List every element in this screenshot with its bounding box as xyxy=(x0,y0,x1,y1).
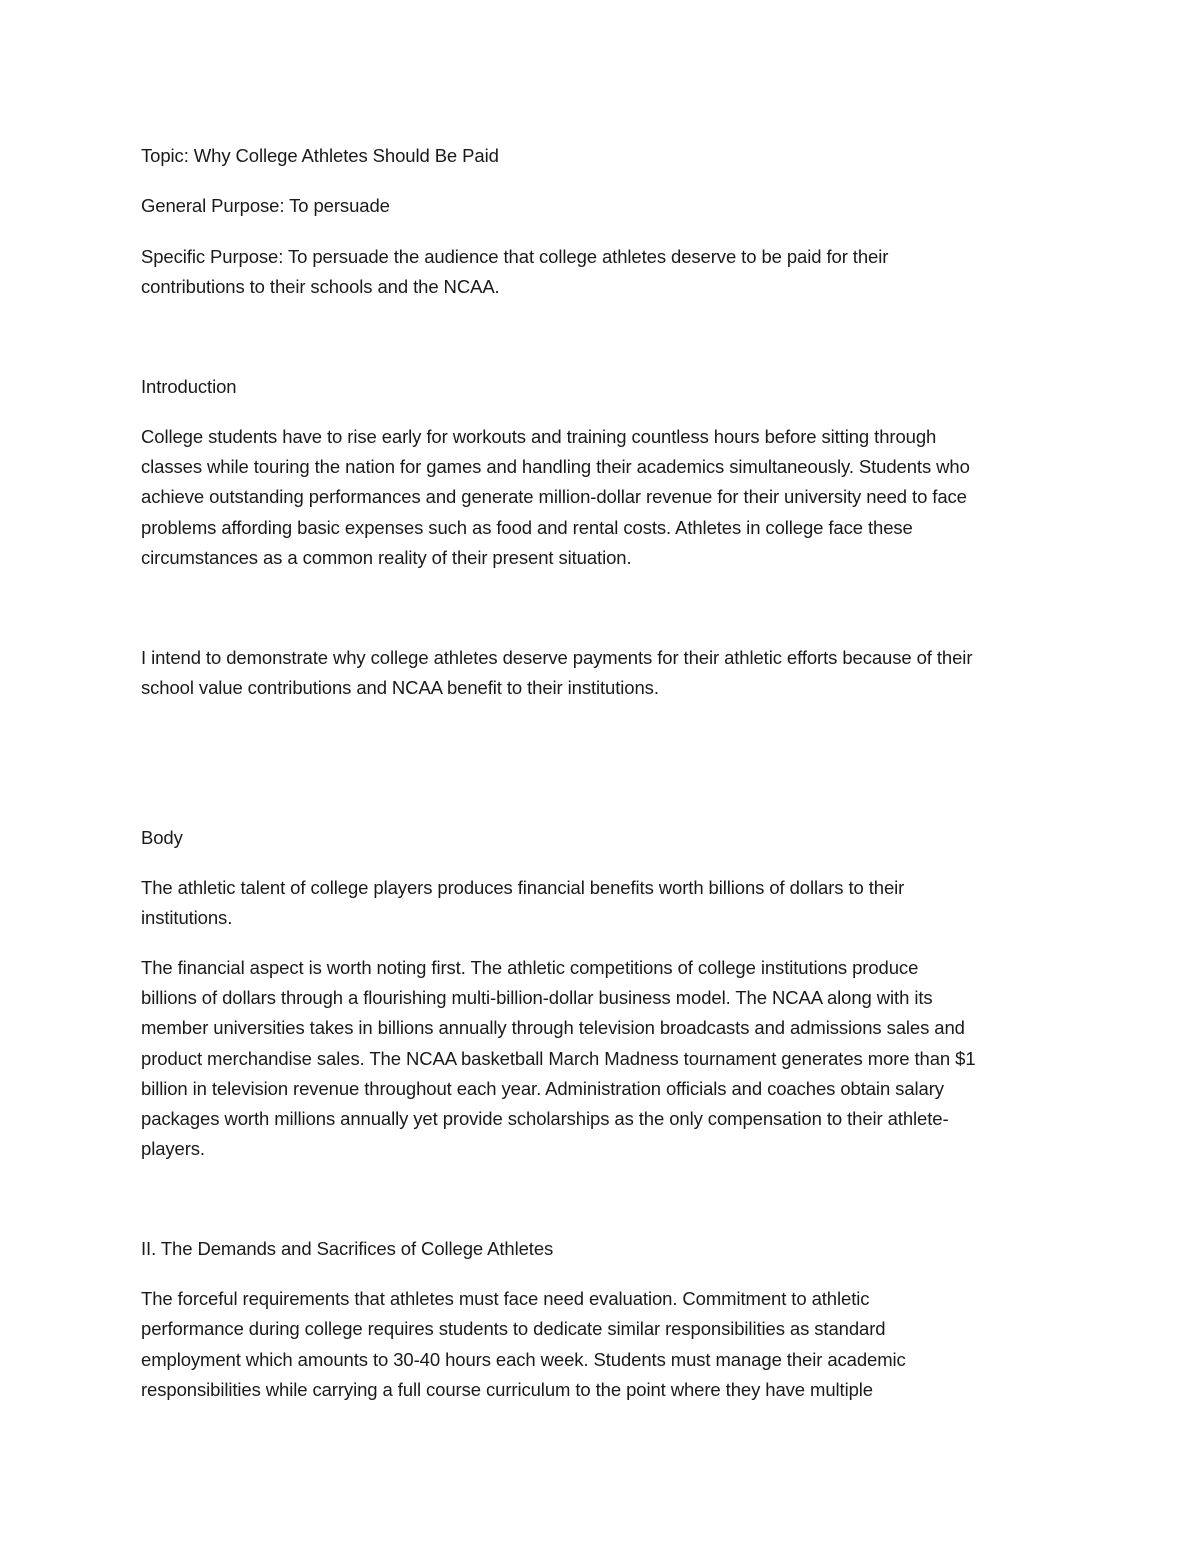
financial-paragraph-line: billions of dollars through a flourishing multi-billion-dollar business model. The NCAA along with its xyxy=(141,987,933,1008)
financial-paragraph-line: players. xyxy=(141,1138,205,1159)
demands-paragraph-line: employment which amounts to 30-40 hours each week. Students must manage their academic xyxy=(141,1349,906,1370)
financial-paragraph-line: packages worth millions annually yet provide scholarships as the only compensation to their athlete- xyxy=(141,1108,949,1129)
specific-purpose-line: Specific Purpose: To persuade the audience that college athletes deserve to be paid for their xyxy=(141,246,889,267)
specific-purpose-line: contributions to their schools and the NCAA. xyxy=(141,276,500,297)
general-purpose-line: General Purpose: To persuade xyxy=(141,195,390,216)
financial-paragraph-line: product merchandise sales. The NCAA basketball March Madness tournament generates more than $1 xyxy=(141,1048,976,1069)
body-claim-line: The athletic talent of college players produces financial benefits worth billions of dollars to their xyxy=(141,877,905,898)
introduction-paragraph-line: problems affording basic expenses such as food and rental costs. Athletes in college face these xyxy=(141,517,913,538)
demands-paragraph-line: responsibilities while carrying a full course curriculum to the point where they have multiple xyxy=(141,1379,873,1400)
introduction-paragraph-line: circumstances as a common reality of their present situation. xyxy=(141,547,632,568)
introduction-heading: Introduction xyxy=(141,376,237,397)
demands-paragraph-line: The forceful requirements that athletes must face need evaluation. Commitment to athletic xyxy=(141,1288,870,1309)
thesis-paragraph-line: I intend to demonstrate why college athletes deserve payments for their athletic efforts because of their xyxy=(141,647,973,668)
introduction-paragraph-line: classes while touring the nation for games and handling their academics simultaneously. Students who xyxy=(141,456,970,477)
body-claim-line: institutions. xyxy=(141,907,233,928)
topic-line: Topic: Why College Athletes Should Be Paid xyxy=(141,145,499,166)
financial-paragraph-line: member universities takes in billions annually through television broadcasts and admissions sales and xyxy=(141,1017,965,1038)
thesis-paragraph-line: school value contributions and NCAA benefit to their institutions. xyxy=(141,677,659,698)
introduction-paragraph-line: College students have to rise early for workouts and training countless hours before sitting through xyxy=(141,426,937,447)
financial-paragraph-line: billion in television revenue throughout each year. Administration officials and coaches obtain salary xyxy=(141,1078,944,1099)
demands-paragraph-line: performance during college requires students to dedicate similar responsibilities as standard xyxy=(141,1318,886,1339)
financial-paragraph-line: The financial aspect is worth noting first. The athletic competitions of college institutions produce xyxy=(141,957,919,978)
section-two-heading: II. The Demands and Sacrifices of College Athletes xyxy=(141,1238,554,1259)
body-heading: Body xyxy=(141,827,183,848)
introduction-paragraph-line: achieve outstanding performances and generate million-dollar revenue for their university need to face xyxy=(141,486,967,507)
